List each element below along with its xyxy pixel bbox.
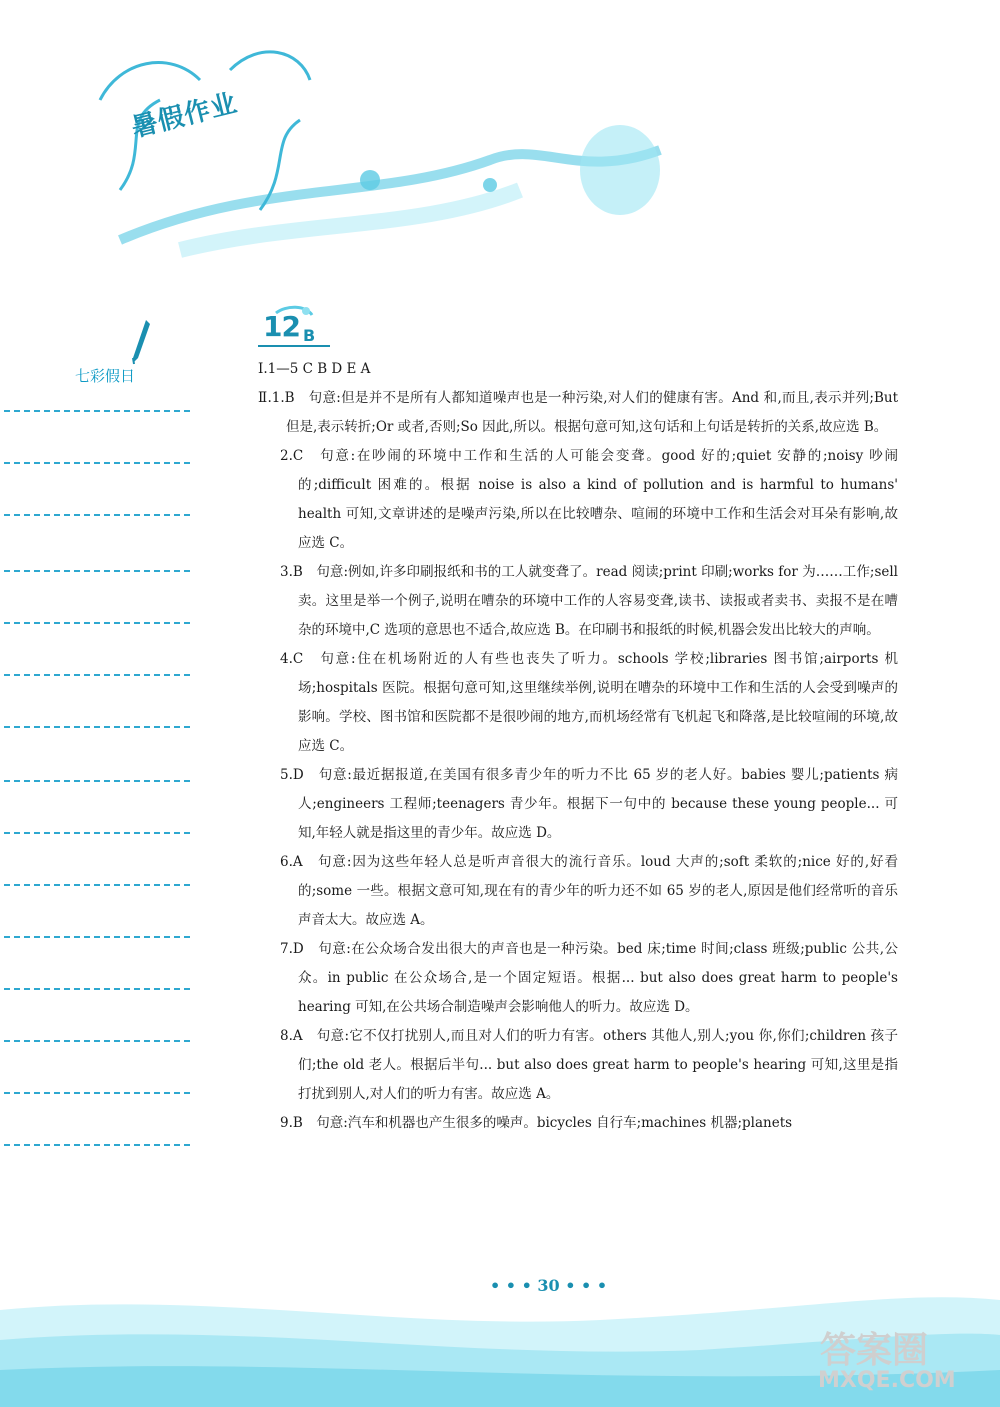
dashed-line bbox=[4, 514, 190, 516]
dashed-line bbox=[4, 1040, 190, 1042]
lesson-underline bbox=[258, 345, 330, 347]
dashed-line bbox=[4, 1092, 190, 1094]
dashed-line bbox=[4, 936, 190, 938]
page-number: • • • 30 • • • bbox=[490, 1276, 608, 1295]
dashed-line bbox=[4, 726, 190, 728]
section-1-answers: Ⅰ.1—5 C B D E A bbox=[258, 361, 371, 377]
answer-item: 6.A 句意:因为这些年轻人总是听声音很大的流行音乐。loud 大声的;soft 柔软的;nice 好的,好看的;some 一些。根据文意可知,现在有的青少年的听力还不如 65 岁的老人,原因是他们经常听的音乐声音太大。故应选 A。 bbox=[280, 854, 898, 928]
dashed-line bbox=[4, 462, 190, 464]
dashed-line bbox=[4, 410, 190, 412]
header-banner-decoration bbox=[60, 40, 700, 260]
dashed-line bbox=[4, 570, 190, 572]
answer-content bbox=[258, 355, 898, 1138]
dashed-line bbox=[4, 674, 190, 676]
answer-item: 3.B 句意:例如,许多印刷报纸和书的工人就变聋了。read 阅读;print 印刷;works for 为……工作;sell 卖。这里是举一个例子,说明在嘈杂的环境中工作的人容易变聋,读书、读报或者卖书、卖报不是在嘈杂的环境中,C 选项的意思也不适合,故应选 B。在印刷书和报纸的时候,机器会发出比较大的声响。 bbox=[280, 564, 898, 638]
lesson-part: B bbox=[303, 326, 316, 345]
watermark-logo: 答案圈 bbox=[820, 1330, 929, 1371]
dashed-line bbox=[4, 1144, 190, 1146]
lesson-number: 12 bbox=[263, 310, 300, 343]
sidebar-label: 七彩假日 bbox=[75, 367, 136, 385]
dashed-line bbox=[4, 988, 190, 990]
answer-item: 4.C 句意:住在机场附近的人有些也丧失了听力。schools 学校;libraries 图书馆;airports 机场;hospitals 医院。根据句意可知,这里继续举例,说明在嘈杂的环境中工作和生活的人会受到噪声的影响。学校、图书馆和医院都不是很吵闹的地方,而机场经常有飞机起飞和降落,是比较喧闹的环境,故应选 C。 bbox=[280, 651, 898, 754]
answer-item: Ⅱ.1.B 句意:但是并不是所有人都知道噪声也是一种污染,对人们的健康有害。And 和,而且,表示并列;But 但是,表示转折;Or 或者,否则;So 因此,所以。根据句意可知,这句话和上句话是转折的关系,故应选 B。 bbox=[258, 390, 898, 435]
answer-item: 7.D 句意:在公众场合发出很大的声音也是一种污染。bed 床;time 时间;class 班级;public 公共,公众。in public 在公众场合,是一个固定短语。根据... but also does great harm to people's hearing 可知,在公共场合制造噪声会影响他人的听力。故应选 D。 bbox=[280, 941, 898, 1015]
answer-item: 8.A 句意:它不仅打扰别人,而且对人们的听力有害。others 其他人,别人;you 你,你们;children 孩子们;the old 老人。根据后半句... but also does great harm to people's hearing 可知,这里是指打扰到别人,对人们的听力有害。故应选 A。 bbox=[280, 1028, 898, 1102]
watermark-url: MXQE.COM bbox=[818, 1368, 956, 1393]
dashed-line bbox=[4, 780, 190, 782]
pen-icon bbox=[130, 318, 152, 366]
dashed-line bbox=[4, 832, 190, 834]
answer-item: 5.D 句意:最近据报道,在美国有很多青少年的听力不比 65 岁的老人好。babies 婴儿;patients 病人;engineers 工程师;teenagers 青少年。根据下一句中的 because these young people... 可知,年轻人就是指这里的青少年。故应选 D。 bbox=[280, 767, 898, 841]
dashed-line bbox=[4, 622, 190, 624]
answer-item: 9.B 句意:汽车和机器也产生很多的噪声。bicycles 自行车;machines 机器;planets bbox=[280, 1115, 793, 1131]
answer-item: 2.C 句意:在吵闹的环境中工作和生活的人可能会变聋。good 好的;quiet 安静的;noisy 吵闹的;difficult 困难的。根据 noise is also a kind of pollution and is harmful to humans' health 可知,文章讲述的是噪声污染,所以在比较嘈杂、喧闹的环境中工作和生活会对耳朵有影响,故应选 C。 bbox=[280, 448, 898, 551]
dashed-line bbox=[4, 884, 190, 886]
banner-title: 暑假作业 bbox=[128, 88, 241, 144]
